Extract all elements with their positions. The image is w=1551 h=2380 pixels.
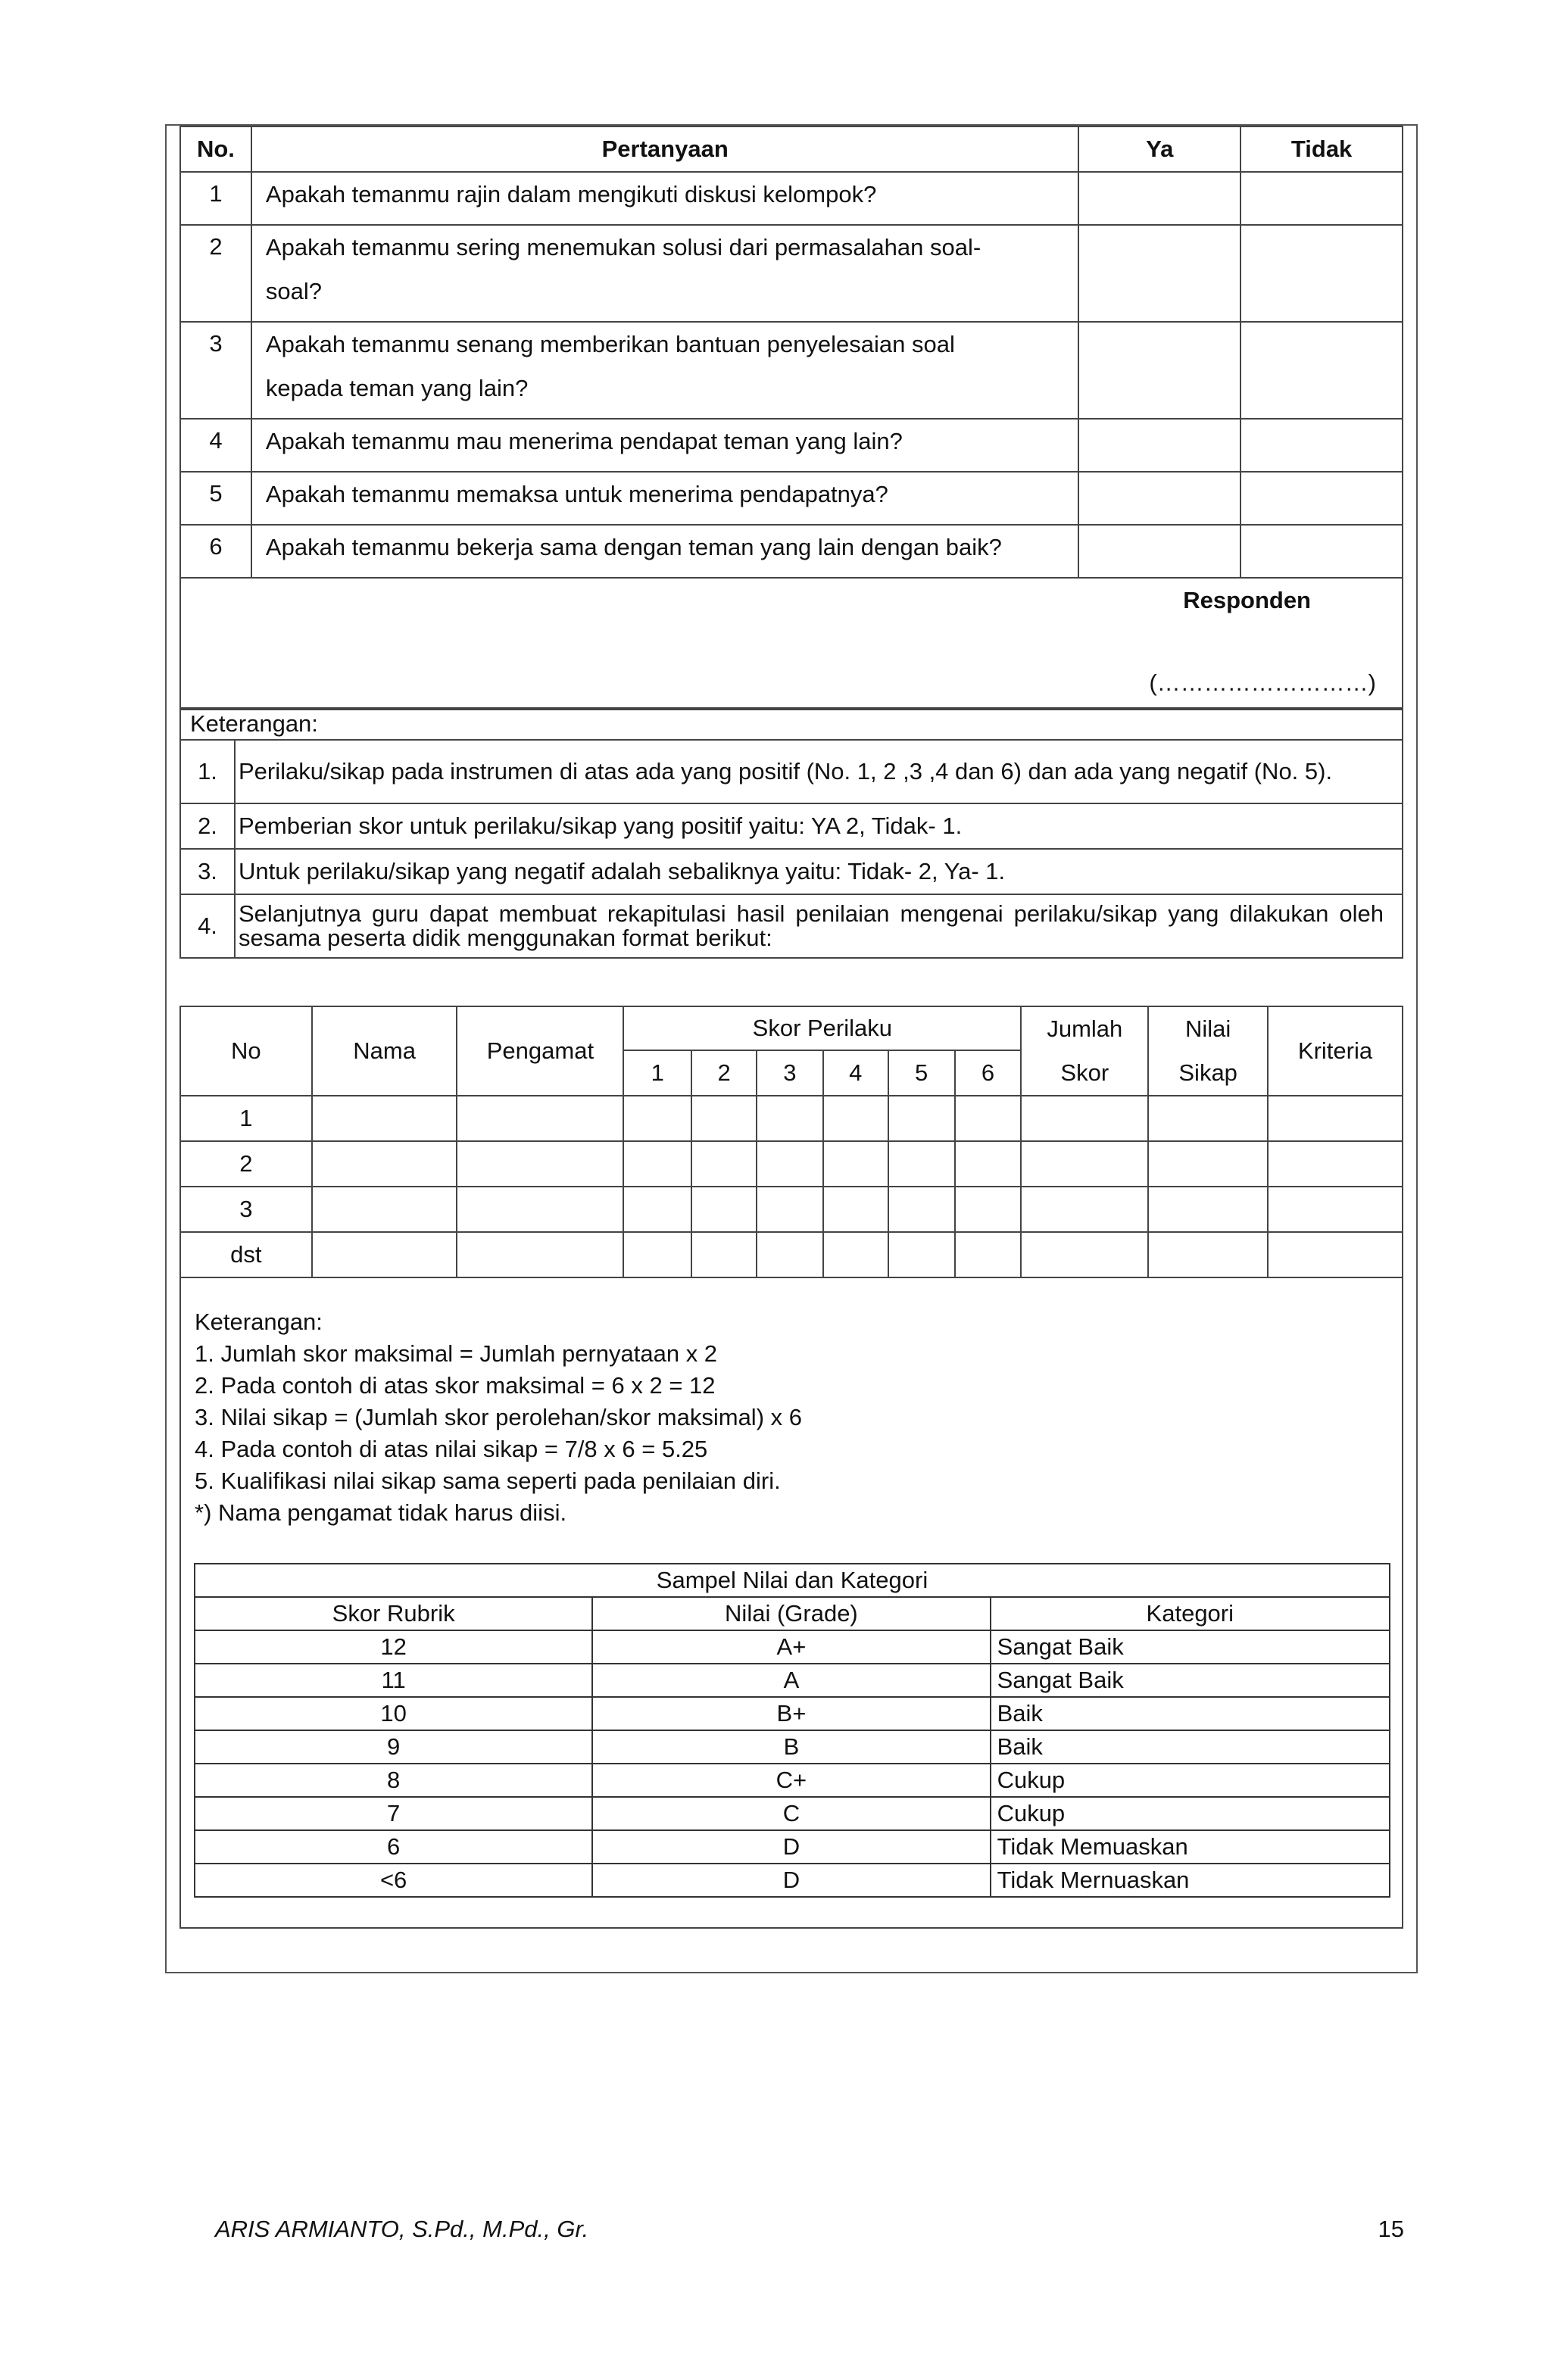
recap-cell[interactable] — [823, 1096, 888, 1141]
recap-header-value-2: Sikap — [1148, 1050, 1268, 1096]
question-number: 2 — [180, 225, 251, 322]
score-col-header: 6 — [955, 1050, 1022, 1096]
recap-row — [180, 1232, 1403, 1277]
recap-cell[interactable] — [1268, 1187, 1403, 1232]
recap-cell[interactable] — [312, 1141, 457, 1187]
recap-row-no: 2 — [180, 1141, 312, 1187]
score-col-header: 1 — [623, 1050, 691, 1096]
notes-2-line: 3. Nilai sikap = (Jumlah skor perolehan/skor maksimal) x 6 — [195, 1404, 802, 1430]
question-number: 6 — [180, 525, 251, 578]
recap-cell[interactable] — [1148, 1187, 1268, 1232]
score-col-header: 3 — [757, 1050, 823, 1096]
recap-cell[interactable] — [623, 1141, 691, 1187]
recap-header-criteria: Kriteria — [1268, 1006, 1403, 1096]
answer-no-cell[interactable] — [1240, 419, 1403, 472]
note-text: Selanjutnya guru dapat membuat rekapitulasi hasil penilaian mengenai perilaku/sikap yang dilakukan oleh sesama peserta didik menggunakan format berikut: — [235, 894, 1403, 958]
question-row — [180, 225, 1403, 322]
header-no-answer: Tidak — [1240, 126, 1403, 172]
recap-cell[interactable] — [1268, 1232, 1403, 1277]
recap-cell[interactable] — [757, 1141, 823, 1187]
recap-cell[interactable] — [691, 1096, 757, 1141]
answer-yes-cell[interactable] — [1078, 525, 1240, 578]
footer-author: ARIS ARMIANTO, S.Pd., M.Pd., Gr. — [215, 2216, 589, 2242]
notes-2-line: *) Nama pengamat tidak harus diisi. — [195, 1499, 567, 1526]
grade-row: 8 C+ Cukup — [195, 1764, 1390, 1797]
recap-cell[interactable] — [955, 1232, 1022, 1277]
question-table — [179, 126, 1403, 710]
recap-cell[interactable] — [757, 1187, 823, 1232]
question-header-row — [180, 126, 1403, 172]
question-text: Apakah temanmu sering menemukan solusi dari permasalahan soal- soal? — [251, 225, 1079, 322]
grade-header: Kategori — [991, 1597, 1390, 1630]
recap-cell[interactable] — [757, 1232, 823, 1277]
answer-no-cell[interactable] — [1240, 525, 1403, 578]
question-row — [180, 525, 1403, 578]
score-col-header: 5 — [888, 1050, 955, 1096]
recap-cell[interactable] — [1021, 1187, 1148, 1232]
question-number: 1 — [180, 172, 251, 225]
recap-cell[interactable] — [1148, 1232, 1268, 1277]
note-item — [180, 849, 1403, 894]
grade-row: 10 B+ Baik — [195, 1697, 1390, 1730]
recap-cell[interactable] — [1021, 1232, 1148, 1277]
recap-cell[interactable] — [623, 1096, 691, 1141]
answer-yes-cell[interactable] — [1078, 225, 1240, 322]
recap-cell[interactable] — [757, 1096, 823, 1141]
recap-header-row — [180, 1006, 1403, 1050]
answer-yes-cell[interactable] — [1078, 172, 1240, 225]
notes-title: Keterangan: — [180, 708, 1403, 740]
recap-row-no: 1 — [180, 1096, 312, 1141]
recap-header-value: Nilai — [1148, 1006, 1268, 1050]
header-yes: Ya — [1078, 126, 1240, 172]
grade-table-title: Sampel Nilai dan Kategori — [195, 1564, 1390, 1597]
recap-row-no: 3 — [180, 1187, 312, 1232]
question-row — [180, 322, 1403, 419]
recap-cell[interactable] — [823, 1187, 888, 1232]
question-number: 3 — [180, 322, 251, 419]
recap-row-no: dst — [180, 1232, 312, 1277]
grade-row: 9 B Baik — [195, 1730, 1390, 1764]
recap-cell[interactable] — [457, 1232, 623, 1277]
recap-header-no: No — [180, 1006, 312, 1096]
respondent-row — [180, 578, 1403, 710]
answer-yes-cell[interactable] — [1078, 322, 1240, 419]
recap-row — [180, 1141, 1403, 1187]
recap-cell[interactable] — [691, 1232, 757, 1277]
recap-cell[interactable] — [888, 1187, 955, 1232]
grade-header-row — [195, 1597, 1390, 1630]
respondent-cell — [180, 578, 1403, 710]
grade-header: Skor Rubrik — [195, 1597, 592, 1630]
recap-cell[interactable] — [955, 1187, 1022, 1232]
answer-no-cell[interactable] — [1240, 225, 1403, 322]
recap-cell[interactable] — [457, 1141, 623, 1187]
recap-cell[interactable] — [1021, 1141, 1148, 1187]
answer-yes-cell[interactable] — [1078, 419, 1240, 472]
note-item — [180, 740, 1403, 803]
grade-header: Nilai (Grade) — [592, 1597, 990, 1630]
recap-cell[interactable] — [1148, 1141, 1268, 1187]
score-col-header: 2 — [691, 1050, 757, 1096]
note-text: Untuk perilaku/sikap yang negatif adalah sebaliknya yaitu: Tidak- 2, Ya- 1. — [235, 849, 1403, 894]
header-no: No. — [180, 126, 251, 172]
recap-cell[interactable] — [955, 1141, 1022, 1187]
notes-2-line: 1. Jumlah skor maksimal = Jumlah pernyataan x 2 — [195, 1340, 718, 1367]
notes-2-line: 4. Pada contoh di atas nilai sikap = 7/8 x 6 = 5.25 — [195, 1436, 708, 1462]
question-text: Apakah temanmu memaksa untuk menerima pendapatnya? — [251, 472, 1079, 525]
grade-row: 6 D Tidak Memuaskan — [195, 1830, 1390, 1864]
recap-cell[interactable] — [623, 1187, 691, 1232]
page-number: 15 — [1378, 2216, 1404, 2242]
answer-no-cell[interactable] — [1240, 172, 1403, 225]
question-text: Apakah temanmu mau menerima pendapat teman yang lain? — [251, 419, 1079, 472]
note-item — [180, 803, 1403, 849]
question-row — [180, 419, 1403, 472]
question-number: 4 — [180, 419, 251, 472]
recap-cell[interactable] — [1021, 1096, 1148, 1141]
question-row — [180, 172, 1403, 225]
recap-header-score-group: Skor Perilaku — [623, 1006, 1021, 1050]
note-item — [180, 894, 1403, 958]
recap-table — [179, 1006, 1403, 1278]
recap-cell[interactable] — [312, 1187, 457, 1232]
answer-yes-cell[interactable] — [1078, 472, 1240, 525]
note-text: Pemberian skor untuk perilaku/sikap yang positif yaitu: YA 2, Tidak- 1. — [235, 803, 1403, 849]
header-question: Pertanyaan — [251, 126, 1079, 172]
note-text: Perilaku/sikap pada instrumen di atas ada yang positif (No. 1, 2 ,3 ,4 dan 6) dan ada yang negatif (No. 5). — [235, 740, 1403, 803]
grade-row: 7 C Cukup — [195, 1797, 1390, 1830]
recap-cell[interactable] — [312, 1096, 457, 1141]
recap-cell[interactable] — [457, 1096, 623, 1141]
recap-header-total-2: Skor — [1021, 1050, 1148, 1096]
recap-cell[interactable] — [312, 1232, 457, 1277]
question-number: 5 — [180, 472, 251, 525]
recap-cell[interactable] — [1268, 1141, 1403, 1187]
notes-2-line: 5. Kualifikasi nilai sikap sama seperti pada penilaian diri. — [195, 1468, 781, 1494]
recap-cell[interactable] — [888, 1096, 955, 1141]
notes-2-title: Keterangan: — [195, 1309, 323, 1335]
question-text: Apakah temanmu bekerja sama dengan teman yang lain dengan baik? — [251, 525, 1079, 578]
grade-row: 12 A+ Sangat Baik — [195, 1630, 1390, 1664]
recap-row — [180, 1096, 1403, 1141]
respondent-label: Responden — [1183, 587, 1311, 613]
score-col-header: 4 — [823, 1050, 888, 1096]
recap-cell[interactable] — [691, 1141, 757, 1187]
note-number: 2. — [180, 803, 235, 849]
recap-cell[interactable] — [457, 1187, 623, 1232]
note-number: 1. — [180, 740, 235, 803]
recap-cell[interactable] — [888, 1141, 955, 1187]
recap-row — [180, 1187, 1403, 1232]
recap-cell[interactable] — [888, 1232, 955, 1277]
grade-table — [194, 1563, 1390, 1898]
grade-row: <6 D Tidak Mernuaskan — [195, 1864, 1390, 1897]
recap-cell[interactable] — [623, 1232, 691, 1277]
recap-cell[interactable] — [955, 1096, 1022, 1141]
recap-cell[interactable] — [1268, 1096, 1403, 1141]
recap-cell[interactable] — [1148, 1096, 1268, 1141]
answer-no-cell[interactable] — [1240, 322, 1403, 419]
note-number: 4. — [180, 894, 235, 958]
respondent-signature-line: (………………………) — [1149, 669, 1376, 696]
recap-header-observer: Pengamat — [457, 1006, 623, 1096]
recap-cell[interactable] — [823, 1232, 888, 1277]
answer-no-cell[interactable] — [1240, 472, 1403, 525]
notes-2-line: 2. Pada contoh di atas skor maksimal = 6 x 2 = 12 — [195, 1372, 716, 1399]
note-number: 3. — [180, 849, 235, 894]
question-text: Apakah temanmu rajin dalam mengikuti diskusi kelompok? — [251, 172, 1079, 225]
grade-row: 11 A Sangat Baik — [195, 1664, 1390, 1697]
recap-header-name: Nama — [312, 1006, 457, 1096]
question-text: Apakah temanmu senang memberikan bantuan penyelesaian soal kepada teman yang lain? — [251, 322, 1079, 419]
notes-table — [179, 707, 1403, 959]
question-row — [180, 472, 1403, 525]
notes-2 — [195, 1306, 802, 1529]
recap-cell[interactable] — [691, 1187, 757, 1232]
recap-header-total: Jumlah — [1021, 1006, 1148, 1050]
recap-cell[interactable] — [823, 1141, 888, 1187]
